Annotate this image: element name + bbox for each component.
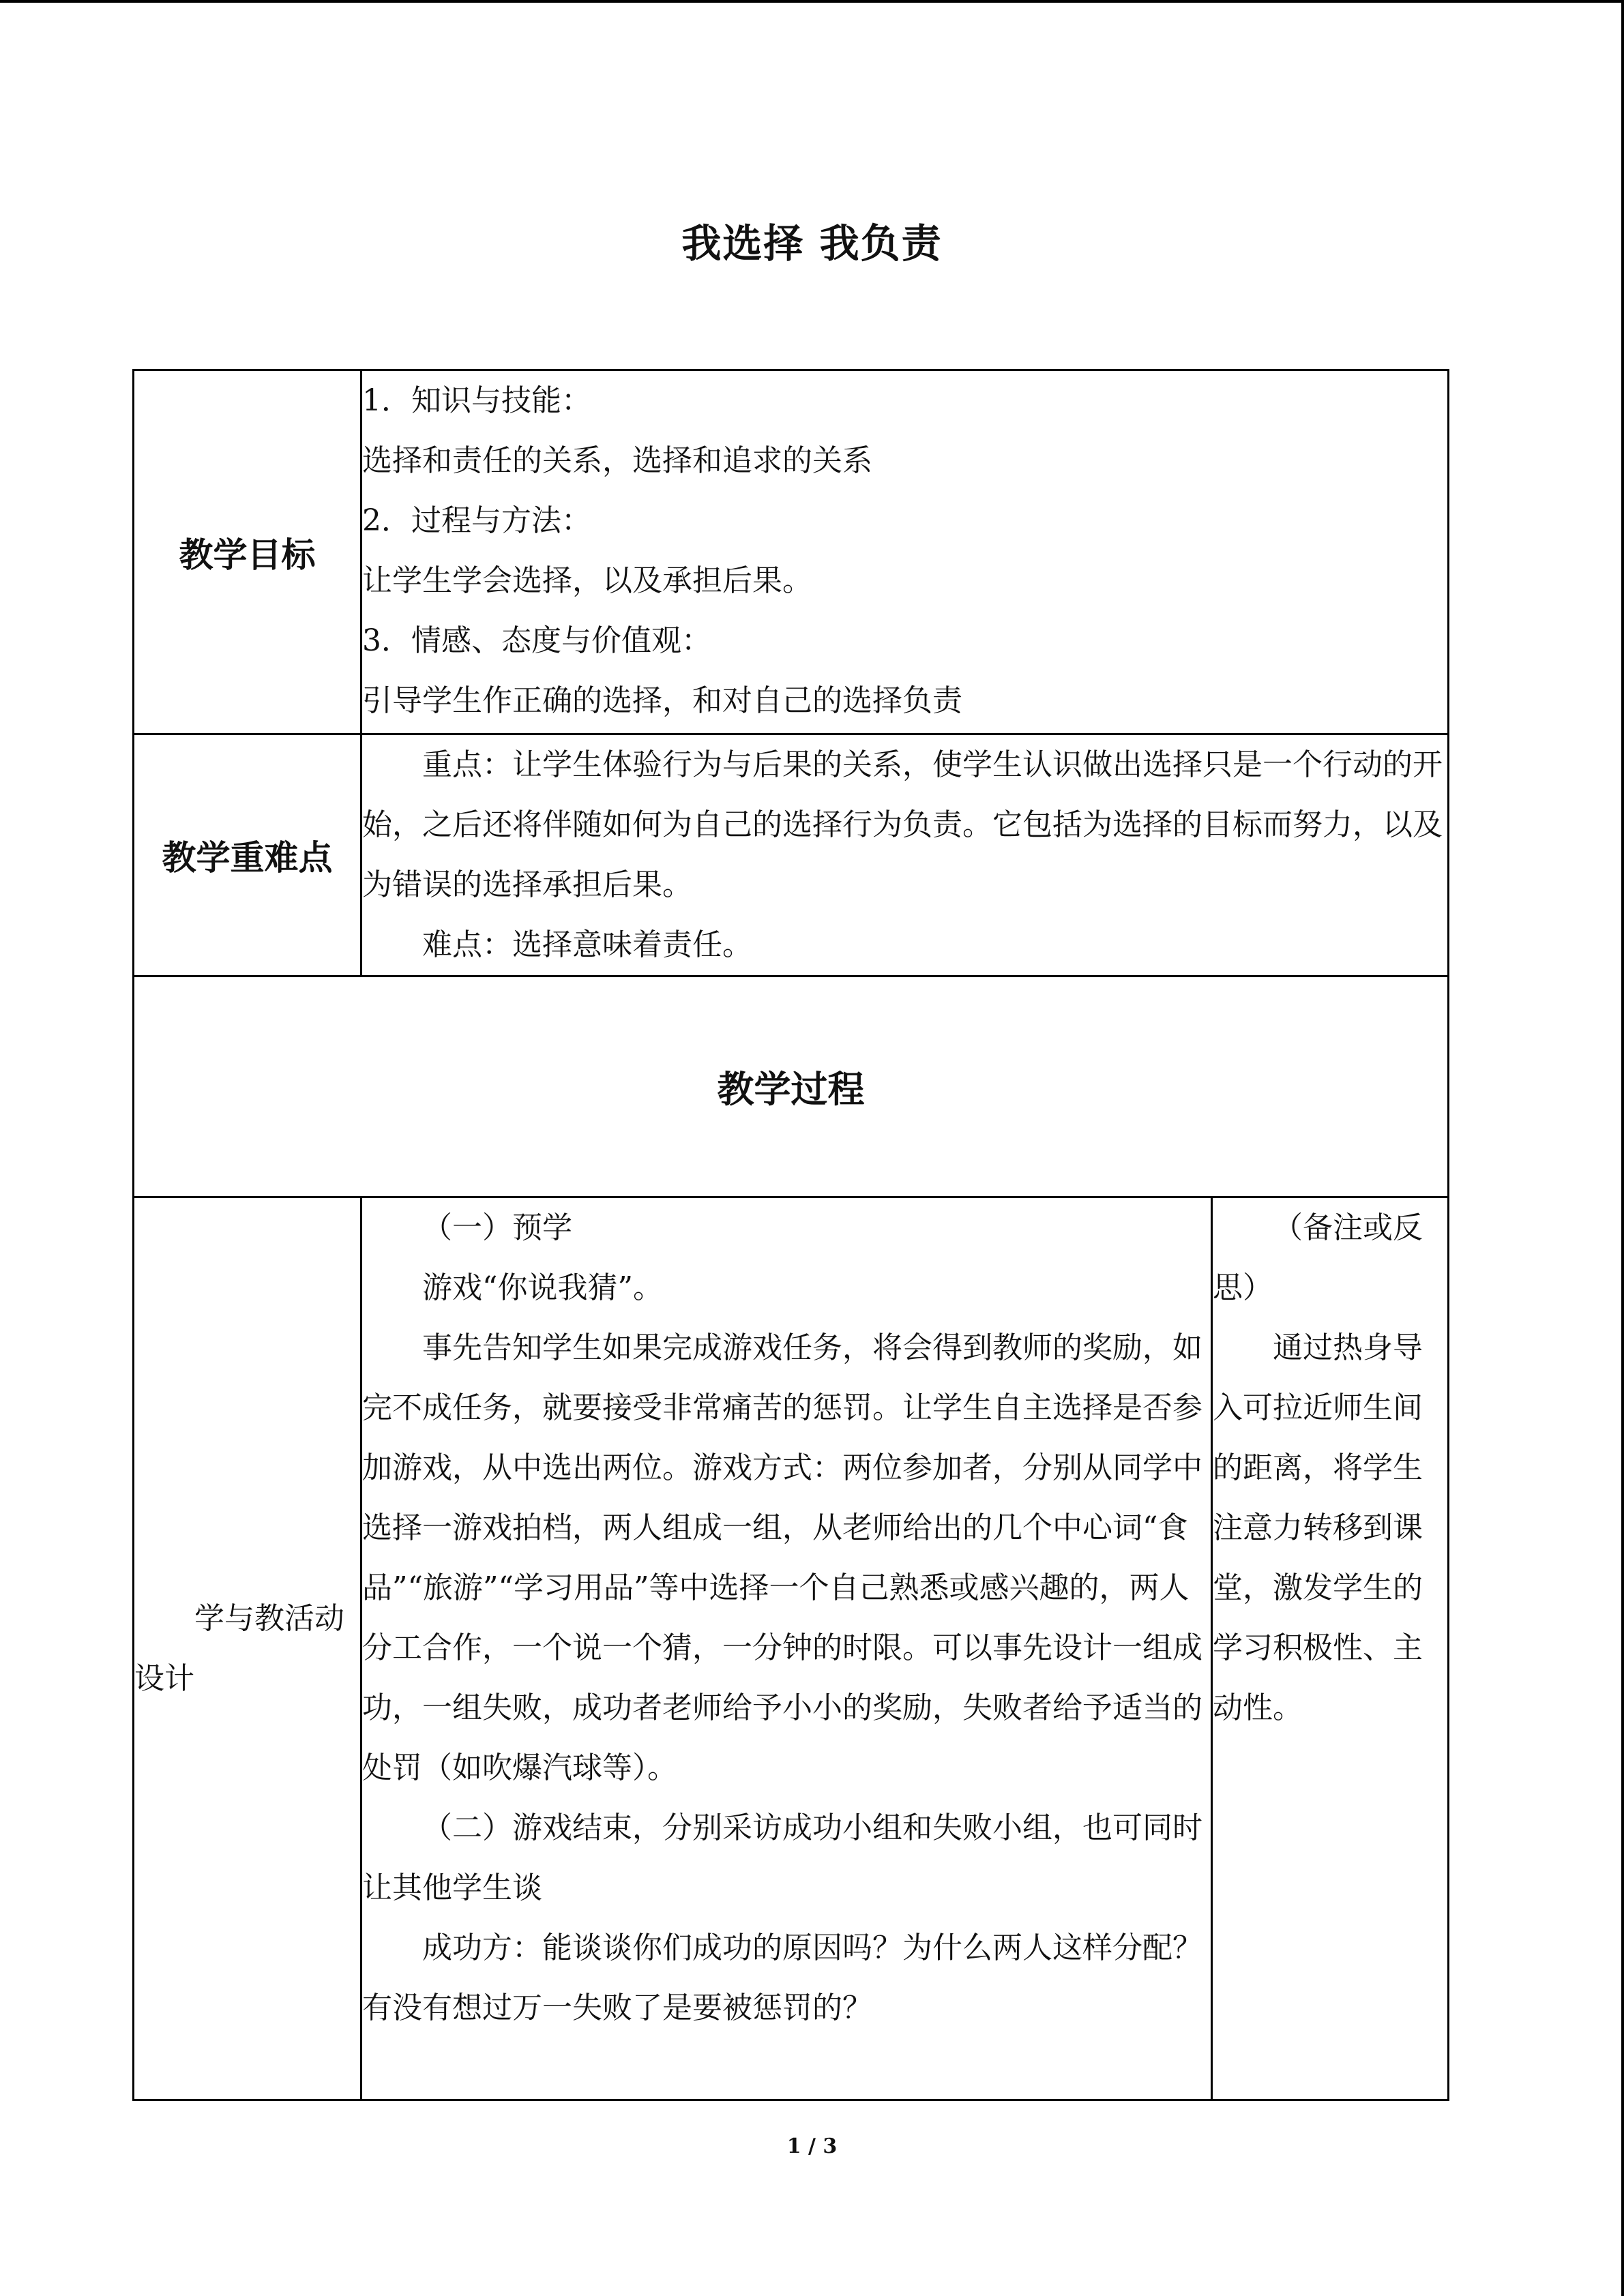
objectives-row — [134, 370, 1449, 734]
activity-paragraph: 成功方：能谈谈你们成功的原因吗？为什么两人这样分配？有没有想过万一失败了是要被惩罚的？ — [362, 1930, 1202, 2025]
key-point-focus: 重点：让学生体验行为与后果的关系，使学生认识做出选择只是一个行动的开始，之后还将伴随如何为自己的选择行为负责。它包括为选择的目标而努力，以及为错误的选择承担后果。 — [362, 747, 1443, 902]
notes-column — [1212, 1197, 1449, 2100]
objective-line: 3．情感、态度与价值观： — [362, 623, 711, 658]
activity-paragraph: 游戏“你说我猜”。 — [422, 1270, 663, 1305]
key-points-row — [134, 734, 1449, 976]
objective-line: 引导学生作正确的选择，和对自己的选择负责 — [362, 683, 962, 718]
key-points-content — [361, 734, 1449, 976]
activity-paragraph: 事先告知学生如果完成游戏任务，将会得到教师的奖励，如完不成任务，就要接受非常痛苦的惩罚。让学生自主选择是否参加游戏，从中选出两位。游戏方式：两位参加者，分别从同学中选择一游戏拍档，两人组成一组，从老师给出的几个中心词“食品”“旅游”“学习用品”等中选择一个自己熟悉或感兴趣的，两人分工合作，一个说一个猜，一分钟的时限。可以事先设计一组成功，一组失败，成功者老师给予小小的奖励，失败者给予适当的处罚（如吹爆汽球等）。 — [362, 1330, 1202, 1785]
activity-content — [361, 1197, 1212, 2100]
process-heading-row — [134, 976, 1449, 1197]
objective-line: 让学生学会选择，以及承担后果。 — [362, 563, 812, 598]
notes-body: 通过热身导入可拉近师生间的距离，将学生注意力转移到课堂，激发学生的学习积极性、主动性。 — [1213, 1330, 1423, 1725]
objective-line: 2．过程与方法： — [362, 503, 591, 538]
objectives-content — [361, 370, 1449, 734]
activity-row — [134, 1197, 1449, 2100]
objective-line: 1．知识与技能： — [362, 383, 591, 418]
objectives-label: 教学目标 — [134, 370, 361, 734]
activity-paragraph: （二）游戏结束，分别采访成功小组和失败小组，也可同时让其他学生谈 — [362, 1810, 1202, 1905]
notes-heading: （备注或反思） — [1213, 1210, 1423, 1305]
page-title: 我选择 我负责 — [681, 220, 943, 267]
objective-line: 选择和责任的关系，选择和追求的关系 — [362, 443, 872, 478]
key-points-label: 教学重难点 — [134, 734, 361, 976]
process-heading: 教学过程 — [134, 976, 1449, 1197]
activity-label: 学与教活动设计 — [134, 1197, 361, 2100]
activity-paragraph: （一）预学 — [422, 1210, 572, 1245]
page-number: 1 / 3 — [786, 2134, 838, 2158]
lesson-plan-table — [132, 369, 1449, 2101]
key-point-difficulty: 难点：选择意味着责任。 — [422, 927, 752, 962]
